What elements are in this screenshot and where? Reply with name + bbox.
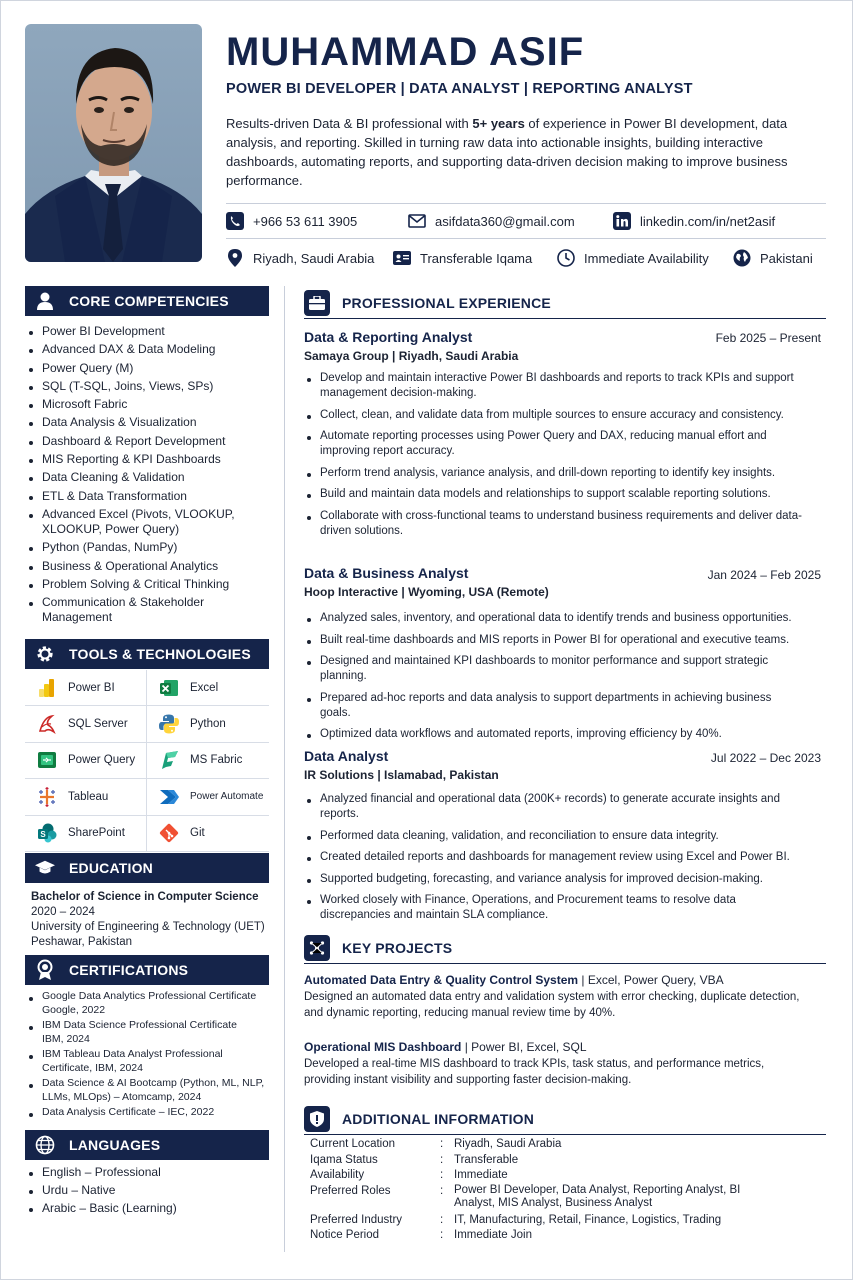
location-text: Riyadh, Saudi Arabia bbox=[253, 250, 375, 266]
job-title: Data & Reporting Analyst bbox=[304, 329, 473, 345]
education-years: 2020 – 2024 bbox=[31, 906, 95, 918]
contact-location bbox=[226, 249, 374, 267]
certification-name: Data Analysis Certificate – IEC, 2022 bbox=[42, 1106, 215, 1118]
list-item: Perform trend analysis, variance analysis, and drill-down reporting to identify key insights. bbox=[304, 466, 804, 481]
list-item: Advanced Excel (Pivots, VLOOKUP, XLOOKUP, Power Query) bbox=[26, 507, 264, 537]
list-item: Communication & Stakeholder Management bbox=[26, 595, 264, 625]
project-network-icon bbox=[304, 935, 330, 961]
list-item: Dashboard & Report Development bbox=[26, 434, 264, 449]
power-automate-icon bbox=[158, 786, 180, 808]
info-colon: : bbox=[440, 1213, 444, 1226]
summary-text-1: Results-driven Data & BI professional with bbox=[226, 116, 473, 131]
section-title: PROFESSIONAL EXPERIENCE bbox=[342, 294, 551, 311]
contact-linkedin[interactable] bbox=[613, 212, 775, 230]
list-item: Analyzed sales, inventory, and operational data to identify trends and business opportunities. bbox=[304, 611, 804, 626]
competency-list bbox=[26, 324, 264, 628]
tool-label: Python bbox=[190, 718, 226, 731]
section-header-tools bbox=[25, 639, 269, 669]
section-header-competencies bbox=[25, 286, 269, 316]
certification-detail: IBM, 2024 bbox=[42, 1032, 90, 1045]
certification-item bbox=[26, 1019, 266, 1046]
tool-excel bbox=[147, 670, 269, 706]
user-icon bbox=[35, 291, 55, 311]
section-title: CERTIFICATIONS bbox=[69, 962, 189, 978]
certification-name: Data Science & AI Bootcamp (Python, ML, NLP, bbox=[42, 1077, 265, 1089]
section-header-additional bbox=[304, 1103, 826, 1135]
job-dates: Jul 2022 – Dec 2023 bbox=[710, 751, 821, 765]
info-row bbox=[310, 1153, 744, 1169]
list-item: Power Query (M) bbox=[26, 361, 264, 376]
tool-label: Power BI bbox=[68, 681, 115, 694]
company-name: Hoop Interactive bbox=[304, 585, 399, 599]
power-bi-icon bbox=[36, 677, 58, 699]
list-item: Worked closely with Finance, Operations, and Procurement teams to resolve data discrepancies and maintain SLA compliance. bbox=[304, 893, 804, 923]
linkedin-icon bbox=[613, 212, 631, 230]
section-title: CORE COMPETENCIES bbox=[69, 293, 229, 309]
tool-label: MS Fabric bbox=[190, 754, 243, 767]
education-location: Peshawar, Pakistan bbox=[31, 936, 133, 948]
project-name: Operational MIS Dashboard bbox=[304, 1040, 462, 1054]
info-row bbox=[310, 1213, 744, 1229]
list-item: Built real-time dashboards and MIS reports in Power BI for operational and executive teams. bbox=[304, 633, 804, 648]
section-header-experience bbox=[304, 287, 826, 319]
certification-name: Google Data Analytics Professional Certificate bbox=[42, 990, 257, 1002]
tool-label: Git bbox=[190, 827, 205, 840]
job-dates: Jan 2024 – Feb 2025 bbox=[707, 568, 821, 582]
project-name: Automated Data Entry & Quality Control System bbox=[304, 973, 579, 987]
list-item: MIS Reporting & KPI Dashboards bbox=[26, 452, 264, 467]
info-value: Power BI Developer, Data Analyst, Reporting Analyst, BI Analyst, MIS Analyst, Business Analyst bbox=[454, 1183, 741, 1209]
certification-item bbox=[26, 1077, 266, 1104]
list-item: Data Cleaning & Validation bbox=[26, 470, 264, 485]
info-value: IT, Manufacturing, Retail, Finance, Logistics, Trading bbox=[454, 1213, 722, 1226]
certification-item bbox=[26, 1048, 266, 1075]
contact-availability bbox=[557, 249, 709, 267]
section-title: LANGUAGES bbox=[69, 1137, 161, 1153]
sharepoint-icon bbox=[36, 822, 58, 844]
job-company: Samaya Group | Riyadh, Saudi Arabia bbox=[304, 349, 519, 363]
education-degree: Bachelor of Science in Computer Science bbox=[31, 891, 259, 903]
certification-name: IBM Data Science Professional Certificate bbox=[42, 1019, 237, 1031]
list-item: Develop and maintain interactive Power BI dashboards and reports to track KPIs and support management decision-making. bbox=[304, 371, 804, 401]
company-location: Islamabad, Pakistan bbox=[384, 768, 499, 782]
section-header-languages bbox=[25, 1130, 269, 1160]
job-company: IR Solutions | Islamabad, Pakistan bbox=[304, 768, 499, 782]
tool-ms-fabric bbox=[147, 743, 269, 779]
info-key: Notice Period bbox=[310, 1229, 380, 1241]
company-location: Wyoming, USA (Remote) bbox=[408, 585, 549, 599]
briefcase-icon bbox=[304, 290, 330, 316]
certification-detail: Certificate, IBM, 2024 bbox=[42, 1061, 143, 1074]
job-title: Data Analyst bbox=[304, 748, 389, 764]
tool-power-bi bbox=[25, 670, 147, 706]
section-title: EDUCATION bbox=[69, 860, 153, 876]
company-name: Samaya Group bbox=[304, 349, 389, 363]
list-item: Data Analysis & Visualization bbox=[26, 415, 264, 430]
award-ribbon-icon bbox=[35, 960, 55, 980]
certification-item bbox=[26, 1106, 266, 1120]
list-item: Supported budgeting, forecasting, and variance analysis for improved decision-making. bbox=[304, 872, 804, 887]
job-company: Hoop Interactive | Wyoming, USA (Remote) bbox=[304, 585, 549, 599]
tool-label: Tableau bbox=[68, 790, 109, 803]
tools-grid bbox=[25, 670, 269, 852]
project-description: Designed an automated data entry and validation system with error checking, duplicate detection, and dynamic reporting, reducing manual review time by 40%. bbox=[304, 991, 800, 1019]
summary-bold: 5+ years bbox=[472, 116, 525, 131]
list-item: ETL & Data Transformation bbox=[26, 489, 264, 504]
python-icon bbox=[158, 713, 180, 735]
tableau-icon bbox=[36, 786, 58, 808]
tool-label: Power Automate bbox=[190, 791, 264, 803]
section-title: KEY PROJECTS bbox=[342, 939, 453, 956]
list-item: Collect, clean, and validate data from multiple sources to ensure accuracy and consistency. bbox=[304, 408, 804, 423]
contact-nationality bbox=[733, 249, 813, 267]
job-responsibilities bbox=[304, 792, 804, 930]
job-dates: Feb 2025 – Present bbox=[715, 331, 821, 345]
certification-list bbox=[26, 990, 266, 1122]
list-item: Collaborate with cross-functional teams to understand business requirements and deliver data-driven solutions. bbox=[304, 509, 804, 539]
list-item: Microsoft Fabric bbox=[26, 397, 264, 412]
list-item: Optimized data workflows and automated reports, improving efficiency by 40%. bbox=[304, 727, 804, 742]
envelope-icon bbox=[408, 212, 426, 230]
info-key: Current Location bbox=[310, 1138, 396, 1150]
list-item: Performed data cleaning, validation, and reconciliation to ensure data integrity. bbox=[304, 829, 804, 844]
shield-icon bbox=[304, 1106, 330, 1132]
tool-sql-server bbox=[25, 706, 147, 742]
company-name: IR Solutions bbox=[304, 768, 374, 782]
phone-text: +966 53 611 3905 bbox=[253, 213, 358, 229]
info-colon: : bbox=[440, 1184, 444, 1197]
graduation-cap-icon bbox=[35, 858, 55, 878]
list-item: Power BI Development bbox=[26, 324, 264, 339]
tool-python bbox=[147, 706, 269, 742]
tool-power-automate bbox=[147, 779, 269, 815]
tool-git bbox=[147, 816, 269, 852]
info-row bbox=[310, 1228, 744, 1244]
contact-iqama bbox=[393, 249, 532, 267]
contact-phone[interactable] bbox=[226, 212, 357, 230]
tool-sharepoint bbox=[25, 816, 147, 852]
list-item: Python (Pandas, NumPy) bbox=[26, 540, 264, 555]
project-tools: Power BI, Excel, SQL bbox=[471, 1040, 587, 1054]
globe-icon bbox=[35, 1135, 55, 1155]
tool-label: Power Query bbox=[68, 754, 136, 767]
nationality-text: Pakistani bbox=[760, 250, 813, 266]
info-key: Iqama Status bbox=[310, 1153, 378, 1166]
certification-name: IBM Tableau Data Analyst Professional bbox=[42, 1048, 223, 1060]
gear-icon bbox=[35, 644, 55, 664]
list-item: Arabic – Basic (Learning) bbox=[26, 1201, 177, 1216]
language-list bbox=[26, 1165, 177, 1219]
divider bbox=[226, 238, 826, 239]
section-title: ADDITIONAL INFORMATION bbox=[342, 1110, 535, 1127]
profile-photo bbox=[25, 24, 202, 262]
list-item: Automate reporting processes using Power Query and DAX, reducing manual effort and improving report accuracy. bbox=[304, 429, 804, 459]
svg-text:S: S bbox=[40, 830, 46, 840]
list-item: Business & Operational Analytics bbox=[26, 559, 264, 574]
list-item: Created detailed reports and dashboards for management review using Excel and Power BI. bbox=[304, 850, 804, 865]
tool-label: Excel bbox=[190, 681, 219, 694]
section-header-certifications bbox=[25, 955, 269, 985]
info-colon: : bbox=[440, 1138, 444, 1150]
column-divider bbox=[284, 286, 285, 1252]
section-header-projects bbox=[304, 932, 826, 964]
section-title: TOOLS & TECHNOLOGIES bbox=[69, 646, 251, 662]
education-entry bbox=[31, 890, 265, 950]
info-value: Immediate bbox=[454, 1169, 508, 1181]
list-item: Prepared ad-hoc reports and data analysis to support departments in achieving business goals. bbox=[304, 691, 804, 721]
list-item: Designed and maintained KPI dashboards to monitor performance and support strategic planning. bbox=[304, 654, 804, 684]
job-responsibilities bbox=[304, 371, 804, 545]
job-title: Data & Business Analyst bbox=[304, 565, 469, 581]
summary-text-2: of experience in Power BI development, data analysis, and reporting. Skilled in turning raw data into actionable insights, building interactive dashboards, automating reports, and supporting data-driven decision making to improve business performance. bbox=[226, 116, 788, 188]
power-query-icon bbox=[36, 749, 58, 771]
info-row bbox=[310, 1184, 744, 1211]
list-item: Urdu – Native bbox=[26, 1183, 177, 1198]
certification-item bbox=[26, 990, 266, 1017]
linkedin-text: linkedin.com/in/net2asif bbox=[640, 213, 776, 229]
summary bbox=[226, 114, 816, 190]
list-item: Advanced DAX & Data Modeling bbox=[26, 342, 264, 357]
project-title: Automated Data Entry & Quality Control System | Excel, Power Query, VBA bbox=[304, 973, 724, 987]
ms-fabric-icon bbox=[158, 749, 180, 771]
clock-icon bbox=[557, 249, 575, 267]
info-key: Availability bbox=[310, 1169, 365, 1181]
git-icon bbox=[158, 822, 180, 844]
list-item: Analyzed financial and operational data (200K+ records) to generate accurate insights and reports. bbox=[304, 792, 804, 822]
tool-tableau bbox=[25, 779, 147, 815]
job-responsibilities bbox=[304, 611, 804, 749]
info-value: Transferable bbox=[454, 1153, 519, 1166]
availability-text: Immediate Availability bbox=[584, 250, 709, 266]
project-title: Operational MIS Dashboard | Power BI, Excel, SQL bbox=[304, 1040, 587, 1054]
certification-detail: LLMs, MLOps) – Atomcamp, 2024 bbox=[42, 1090, 202, 1103]
sql-server-icon bbox=[36, 713, 58, 735]
info-key: Preferred Roles bbox=[310, 1184, 391, 1197]
project-tools: Excel, Power Query, VBA bbox=[587, 973, 724, 987]
location-pin-icon bbox=[226, 249, 244, 267]
globe-icon bbox=[733, 249, 751, 267]
info-row bbox=[310, 1168, 744, 1184]
info-colon: : bbox=[440, 1229, 444, 1241]
candidate-name: MUHAMMAD ASIF bbox=[226, 30, 585, 74]
excel-icon bbox=[158, 677, 180, 699]
additional-info-table bbox=[310, 1137, 744, 1244]
tool-label: SQL Server bbox=[68, 718, 128, 731]
phone-icon bbox=[226, 212, 244, 230]
info-key: Preferred Industry bbox=[310, 1213, 403, 1226]
project-description: Developed a real-time MIS dashboard to track KPIs, task status, and performance metrics, providing instant visibility and supporting faster decision-making. bbox=[304, 1058, 765, 1086]
tool-power-query bbox=[25, 743, 147, 779]
info-value: Riyadh, Saudi Arabia bbox=[454, 1138, 562, 1150]
tool-label: SharePoint bbox=[68, 827, 125, 840]
contact-email[interactable] bbox=[408, 212, 575, 230]
info-colon: : bbox=[440, 1153, 444, 1166]
section-header-education bbox=[25, 853, 269, 883]
info-colon: : bbox=[440, 1169, 444, 1181]
email-text: asifdata360@gmail.com bbox=[435, 213, 575, 229]
iqama-text: Transferable Iqama bbox=[420, 250, 533, 266]
list-item: English – Professional bbox=[26, 1165, 177, 1180]
info-row bbox=[310, 1137, 744, 1153]
info-value: Immediate Join bbox=[454, 1229, 532, 1241]
list-item: SQL (T-SQL, Joins, Views, SPs) bbox=[26, 379, 264, 394]
certification-detail: Google, 2022 bbox=[42, 1003, 106, 1016]
id-card-icon bbox=[393, 249, 411, 267]
candidate-title: POWER BI DEVELOPER | DATA ANALYST | REPORTING ANALYST bbox=[226, 81, 693, 97]
list-item: Problem Solving & Critical Thinking bbox=[26, 577, 264, 592]
company-location: Riyadh, Saudi Arabia bbox=[398, 349, 519, 363]
divider bbox=[226, 203, 826, 204]
education-school: University of Engineering & Technology (UET) bbox=[31, 921, 265, 933]
list-item: Build and maintain data models and relationships to support scalable reporting solutions. bbox=[304, 487, 804, 502]
